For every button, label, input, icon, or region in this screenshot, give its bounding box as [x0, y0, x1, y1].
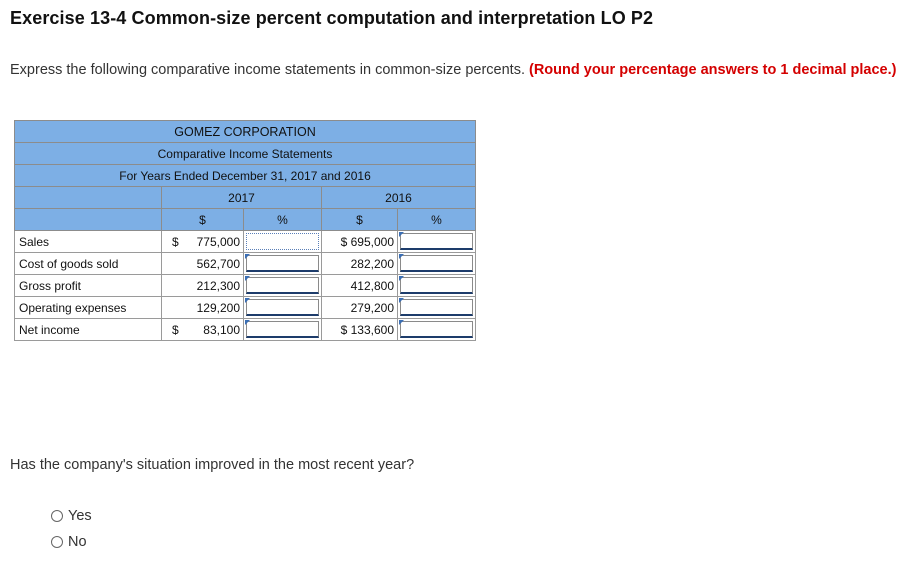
input-flag-icon: [399, 298, 404, 303]
header-dollar-2017: $: [162, 209, 244, 231]
percent-2017-operating-expenses-cell: [244, 297, 322, 319]
percent-2016-gross-profit-input[interactable]: [400, 277, 473, 294]
exercise-title: Exercise 13-4 Common-size percent computation and interpretation LO P2: [10, 8, 654, 28]
table-row: [15, 231, 476, 253]
input-flag-icon: [399, 254, 404, 259]
option-yes[interactable]: [51, 508, 92, 524]
input-flag-icon: [399, 276, 404, 281]
percent-2016-operating-expenses-cell: [398, 297, 476, 319]
table-row: [15, 253, 476, 275]
percent-2016-net-income-input[interactable]: [400, 321, 473, 338]
header-blank: [15, 187, 162, 209]
header-percent-2017: %: [244, 209, 322, 231]
percent-2016-net-income-cell: [398, 319, 476, 341]
percent-2016-cogs-cell: [398, 253, 476, 275]
amount-2016-net-income: $ 133,600: [322, 319, 398, 341]
input-flag-icon: [245, 276, 250, 281]
radio-button-icon[interactable]: [51, 536, 63, 548]
row-label-cogs: Cost of goods sold: [15, 253, 162, 275]
percent-2016-sales-cell: [398, 231, 476, 253]
option-yes-label: Yes: [68, 508, 92, 524]
percent-2017-net-income-cell: [244, 319, 322, 341]
instructions-text: Express the following comparative income statements in common-size percents.: [10, 62, 529, 78]
amount-value: 83,100: [203, 322, 240, 337]
percent-2016-operating-expenses-input[interactable]: [400, 299, 473, 316]
radio-button-icon[interactable]: [51, 510, 63, 522]
amount-2017-cogs: [162, 253, 244, 275]
row-label-gross-profit: Gross profit: [15, 275, 162, 297]
row-label-net-income: Net income: [15, 319, 162, 341]
amount-2017-sales: [162, 231, 244, 253]
table-row: [15, 297, 476, 319]
input-flag-icon: [399, 320, 404, 325]
row-label-operating-expenses: Operating expenses: [15, 297, 162, 319]
amount-2017-operating-expenses: [162, 297, 244, 319]
percent-2016-gross-profit-cell: [398, 275, 476, 297]
currency-symbol: $: [172, 234, 179, 249]
percent-2017-sales-cell: [244, 231, 322, 253]
statement-name: Comparative Income Statements: [15, 143, 476, 165]
currency-symbol: $: [172, 322, 179, 337]
amount-2016-gross-profit: 412,800: [322, 275, 398, 297]
header-blank-2: [15, 209, 162, 231]
row-label-sales: Sales: [15, 231, 162, 253]
amount-2016-sales: $ 695,000: [322, 231, 398, 253]
amount-value: 129,200: [196, 300, 240, 315]
question-text: Has the company's situation improved in the most recent year?: [10, 457, 415, 473]
percent-2016-cogs-input[interactable]: [400, 255, 473, 272]
instructions: [10, 61, 910, 79]
input-flag-icon: [245, 254, 250, 259]
table-row: [15, 275, 476, 297]
percent-2017-cogs-cell: [244, 253, 322, 275]
input-flag-icon: [245, 298, 250, 303]
company-name: GOMEZ CORPORATION: [15, 121, 476, 143]
amount-2017-net-income: [162, 319, 244, 341]
option-no-label: No: [68, 534, 87, 550]
percent-2017-operating-expenses-input[interactable]: [246, 299, 319, 316]
amount-value: 212,300: [196, 278, 240, 293]
percent-2017-net-income-input[interactable]: [246, 321, 319, 338]
input-flag-icon: [245, 320, 250, 325]
amount-2016-operating-expenses: 279,200: [322, 297, 398, 319]
header-percent-2016: %: [398, 209, 476, 231]
amount-value: 562,700: [196, 256, 240, 271]
amount-2017-gross-profit: [162, 275, 244, 297]
percent-2017-sales-input[interactable]: [246, 233, 319, 250]
header-year-2017: 2017: [162, 187, 322, 209]
amount-value: 775,000: [196, 234, 240, 249]
input-flag-icon: [399, 232, 404, 237]
percent-2016-sales-input[interactable]: [400, 233, 473, 250]
header-year-2016: 2016: [322, 187, 476, 209]
percent-2017-gross-profit-cell: [244, 275, 322, 297]
table-row: [15, 319, 476, 341]
instructions-rounding-note: (Round your percentage answers to 1 decimal place.): [529, 62, 897, 78]
amount-2016-cogs: 282,200: [322, 253, 398, 275]
percent-2017-cogs-input[interactable]: [246, 255, 319, 272]
income-statement-table: [14, 120, 476, 341]
option-no[interactable]: [51, 534, 87, 550]
header-dollar-2016: $: [322, 209, 398, 231]
statement-period: For Years Ended December 31, 2017 and 2016: [15, 165, 476, 187]
percent-2017-gross-profit-input[interactable]: [246, 277, 319, 294]
